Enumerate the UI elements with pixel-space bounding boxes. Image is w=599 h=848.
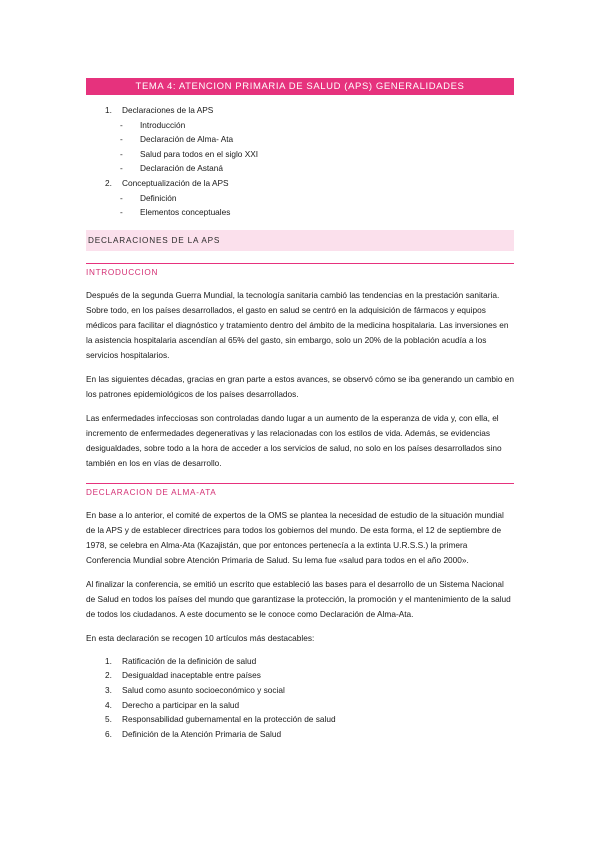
paragraph: En base a lo anterior, el comité de expertos de la OMS se plantea la necesidad de estudio de la situación mundial de la APS y de establecer directrices para todos los gobiernos del mundo. De esta forma, el 12 de septiembre de 1978, se celebra en Alma-Ata (Kazajistán, que por entonces pertenecía a la extinta U.R.S.S.) la primera Conferencia Mundial sobre Atención Primaria de Salud. Su lema fue «salud para todos en el año 2000». bbox=[86, 509, 504, 565]
table-of-contents bbox=[86, 103, 514, 220]
document-page bbox=[86, 78, 514, 741]
paragraph: Después de la segunda Guerra Mundial, la tecnología sanitaria cambió las tendencias en la prestación sanitaria. Sobre todo, en los países desarrollados, el gasto en salud se centró en la adquisición de fármacos y equipos médicos para facilitar el diagnóstico y tratamiento dentro del ámbito de la medicina hospitalaria. Las inversiones en la asistencia hospitalaria ascendían al 65% del gasto, sin embargo, solo un 20% de la población acudía a los servicios hospitalarios. bbox=[86, 289, 509, 360]
toc-number: 2. bbox=[105, 177, 112, 188]
paragraph: En esta declaración se recogen 10 artículos más destacables: bbox=[86, 632, 315, 643]
toc-sublabel: Elementos conceptuales bbox=[140, 207, 231, 218]
toc-label: Conceptualización de la APS bbox=[122, 177, 229, 188]
list-item: 1. Ratificación de la definición de salud bbox=[105, 655, 257, 666]
toc-sublabel: Salud para todos en el siglo XXI bbox=[140, 148, 259, 159]
list-item: 2. Desigualdad inaceptable entre países bbox=[105, 670, 261, 681]
toc-subitem: - Declaración de Alma- Ata bbox=[120, 134, 234, 145]
toc-subitem: - Declaración de Astaná bbox=[120, 163, 224, 174]
toc-item bbox=[86, 176, 514, 191]
toc-sublabel: Declaración de Astaná bbox=[140, 163, 224, 174]
toc-sublabel: Declaración de Alma- Ata bbox=[140, 134, 234, 145]
toc-label: Declaraciones de la APS bbox=[122, 105, 214, 115]
toc-subitem: - Elementos conceptuales bbox=[120, 207, 231, 218]
list-item: 6. Definición de la Atención Primaria de Salud bbox=[105, 728, 282, 739]
articles-list bbox=[86, 654, 514, 742]
toc-item bbox=[86, 103, 514, 118]
alma-ata-heading: DECLARACION DE ALMA-ATA bbox=[86, 483, 514, 502]
section-heading: DECLARACIONES DE LA APS bbox=[86, 230, 514, 251]
list-item: 5. Responsabilidad gubernamental en la protección de salud bbox=[105, 714, 336, 725]
toc-subitem: - Salud para todos en el siglo XXI bbox=[120, 148, 259, 159]
intro-heading: INTRODUCCION bbox=[86, 263, 514, 282]
list-item: 4. Derecho a participar en la salud bbox=[105, 699, 240, 710]
paragraph: Las enfermedades infecciosas son controladas dando lugar a un aumento de la esperanza de vida y, con ella, el incremento de enfermedades degenerativas y las relacionadas con los estilos de vida. Además, se evidencias desigualdades, sobre todo a la hora de acceder a los servicios de salud, no solo en los países desarrollados sino también en los en vías de desarrollo. bbox=[86, 412, 502, 468]
topic-title-banner: TEMA 4: ATENCION PRIMARIA DE SALUD (APS) GENERALIDADES bbox=[86, 78, 514, 95]
list-item: 3. Salud como asunto socioeconómico y social bbox=[105, 684, 285, 695]
toc-subitem: - Introducción bbox=[120, 119, 186, 130]
toc-number: 1. bbox=[105, 105, 112, 115]
paragraph: En las siguientes décadas, gracias en gran parte a estos avances, se observó cómo se iba generando un cambio en los patrones epidemiológicos de los países desarrollados. bbox=[86, 373, 515, 399]
toc-sublabel: Definición bbox=[140, 192, 177, 203]
paragraph: Al finalizar la conferencia, se emitió un escrito que estableció las bases para el desarrollo de un Sistema Nacional de Salud en todos los países del mundo que garantizase la protección, la promoción y el mantenimiento de la salud de todos los ciudadanos. A este documento se le conoce como Declaración de Alma-Ata. bbox=[86, 578, 511, 619]
toc-sublabel: Introducción bbox=[140, 119, 186, 130]
toc-subitem: - Definición bbox=[120, 192, 177, 203]
